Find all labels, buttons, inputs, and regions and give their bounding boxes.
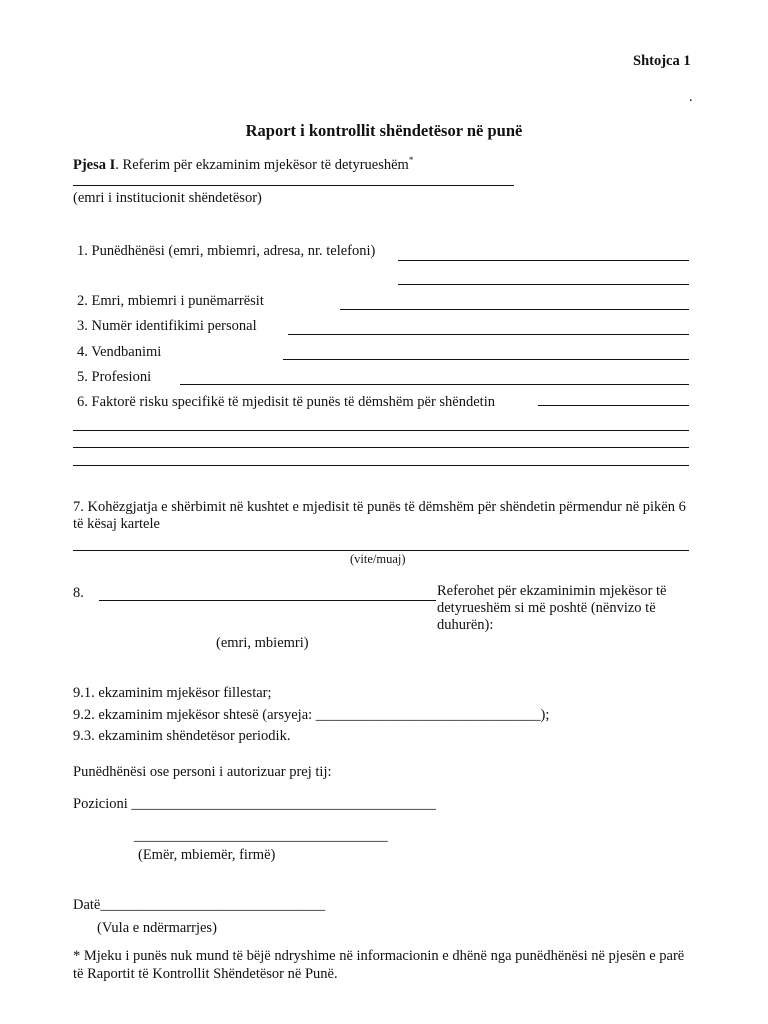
residence-line[interactable] xyxy=(283,359,689,360)
profession-line[interactable] xyxy=(180,384,689,385)
risk-factors-line[interactable] xyxy=(538,405,689,406)
page-title: Raport i kontrollit shëndetësor në punë xyxy=(245,121,523,140)
part1-heading-text: . Referim për ekzaminim mjekësor të detyrueshëm xyxy=(115,157,409,173)
appendix-label: Shtojca 1 xyxy=(633,53,691,69)
employer-line-2[interactable] xyxy=(398,284,689,285)
date-field[interactable]: Datë_______________________________ xyxy=(73,897,326,913)
risk-factors-line-4[interactable] xyxy=(73,465,689,466)
stamp-caption: (Vula e ndërmarrjes) xyxy=(97,920,217,936)
option-initial-exam[interactable]: 9.1. ekzaminim mjekësor fillestar; xyxy=(73,685,272,701)
institution-line[interactable] xyxy=(73,185,514,186)
referred-person-caption: (emri, mbiemri) xyxy=(216,635,309,651)
signature-line[interactable]: ___________________________________ xyxy=(134,828,388,844)
position-field[interactable]: Pozicioni __________________________________________ xyxy=(73,796,436,812)
risk-factors-label: 6. Faktorë risku specifikë të mjedisit të punës të dëmshëm për shëndetin xyxy=(77,394,495,410)
option-periodic-exam[interactable]: 9.3. ekzaminim shëndetësor periodik. xyxy=(73,728,291,744)
item8-number: 8. xyxy=(73,585,84,601)
residence-label: 4. Vendbanimi xyxy=(77,344,162,360)
referred-person-line[interactable] xyxy=(99,600,436,601)
personal-id-line[interactable] xyxy=(288,334,689,335)
profession-label: 5. Profesioni xyxy=(77,369,152,385)
footnote-marker: * xyxy=(408,155,414,166)
employer-signature-heading: Punëdhënësi ose personi i autorizuar prej tij: xyxy=(73,764,332,780)
option-additional-exam[interactable]: 9.2. ekzaminim mjekësor shtesë (arsyeja: _______________________________); xyxy=(73,707,550,723)
part1-heading xyxy=(73,156,413,175)
header-dot: . xyxy=(689,89,693,105)
employer-line[interactable] xyxy=(398,260,689,261)
personal-id-label: 3. Numër identifikimi personal xyxy=(77,318,257,334)
part1-label: Pjesa I xyxy=(73,157,116,173)
employee-name-label: 2. Emri, mbiemri i punëmarrësit xyxy=(77,293,264,309)
footnote: * Mjeku i punës nuk mund të bëjë ndryshime në informacionin e dhënë nga punëdhënësi në pjesën e parë të Raportit të Kontrollit Shëndetësor në Punë. xyxy=(73,948,685,982)
risk-factors-line-3[interactable] xyxy=(73,447,689,448)
service-duration-label: 7. Kohëzgjatja e shërbimit në kushtet e mjedisit të punës të dëmshëm për shëndetin përmendur në pikën 6 të kësaj kartele xyxy=(73,499,686,532)
employee-name-line[interactable] xyxy=(340,309,689,310)
referral-text: Referohet për ekzaminimin mjekësor të detyrueshëm si më poshtë (nënvizo të duhurën): xyxy=(437,583,667,633)
employer-label: 1. Punëdhënësi (emri, mbiemri, adresa, nr. telefoni) xyxy=(77,243,376,259)
service-duration-caption: (vite/muaj) xyxy=(350,552,406,566)
risk-factors-line-2[interactable] xyxy=(73,430,689,431)
institution-caption: (emri i institucionit shëndetësor) xyxy=(73,190,262,206)
signature-caption: (Emër, mbiemër, firmë) xyxy=(138,847,276,863)
